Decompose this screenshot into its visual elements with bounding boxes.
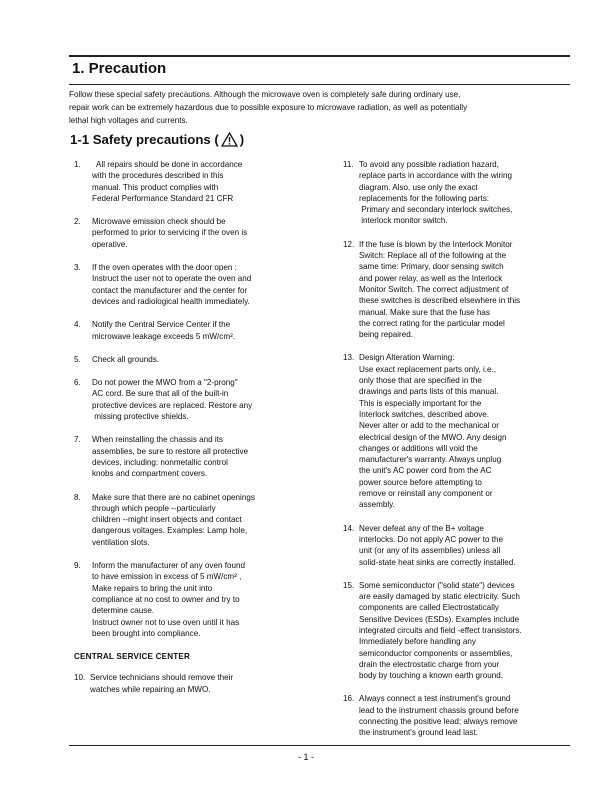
item-text (359, 693, 575, 738)
item-line: the correct rating for the particular model (359, 318, 505, 328)
item-line: compliance at no cost to owner and try to (92, 594, 240, 604)
item-line: Never alter or add to the mechanical or (359, 421, 499, 431)
item-line: Immediately before handling any (359, 637, 476, 647)
precaution-item (74, 492, 304, 548)
item-line: and power relay, as well as the Interlock (359, 273, 503, 283)
item-line: Never defeat any of the B+ voltage (359, 523, 484, 533)
right-column (343, 159, 575, 751)
item-line: Sensitive Devices (ESDs). Examples include (359, 614, 520, 624)
precaution-item (74, 672, 304, 695)
item-line: being repaired. (359, 330, 413, 340)
item-line: performed to prior to servicing if the oven is (92, 228, 248, 238)
item-line: children --might insert objects and contact (92, 515, 242, 525)
item-line: To avoid any possible radiation hazard, (359, 160, 499, 169)
item-number: 13. (343, 353, 355, 363)
item-line: Do not power the MWO from a "2-prong" (92, 378, 238, 388)
item-line: Check all grounds. (92, 354, 160, 364)
item-line: AC cord. Be sure that all of the built-in (92, 389, 229, 399)
item-number: 12. (343, 239, 355, 249)
item-line: When reinstalling the chassis and its (92, 435, 223, 445)
item-line: Make sure that there are no cabinet openings (92, 492, 255, 502)
item-line: changes or additions will void the (359, 443, 478, 453)
precaution-item (74, 159, 304, 204)
item-number: 11. (343, 160, 354, 169)
item-number: 9. (74, 561, 81, 571)
item-line: assembly. (359, 500, 395, 510)
item-number: 4. (74, 320, 81, 330)
precaution-item (74, 434, 304, 479)
precaution-item (74, 216, 304, 250)
item-line: electrical design of the MWO. Any design (359, 432, 507, 442)
item-line: If the fuse is blown by the Interlock Monitor (359, 239, 513, 249)
item-line: Primary and secondary interlock switches, (359, 205, 513, 215)
item-line: semiconductor components or assemblies, (359, 648, 513, 658)
item-text (359, 159, 575, 227)
item-text (359, 523, 575, 568)
item-line: determine cause. (92, 606, 155, 616)
item-line: components are called Electrostatically (359, 603, 499, 613)
item-line: with the procedures described in this (92, 171, 224, 181)
precaution-item (343, 159, 575, 227)
section-heading (70, 132, 244, 147)
item-line: connecting the positive lead; always remove (359, 717, 518, 727)
item-line: through which people --particularly (92, 503, 216, 513)
precaution-item (343, 239, 575, 341)
item-line: knobs and compartment covers. (92, 469, 208, 479)
item-line: Federal Performance Standard 21 CFR (92, 193, 234, 203)
bottom-rule (69, 745, 570, 746)
item-number: 15. (343, 580, 355, 590)
item-number: 14. (343, 523, 355, 533)
item-line: unit (or any of its assemblies) unless all (359, 546, 501, 556)
item-line: lead to the instrument chassis ground before (359, 705, 519, 715)
item-text (92, 560, 304, 639)
item-line: Inform the manufacturer of any oven found (92, 561, 245, 571)
precaution-item (343, 523, 575, 568)
item-line: This is especially important for the (359, 398, 482, 408)
item-line: been brought into compliance. (92, 628, 201, 638)
precaution-item (74, 560, 304, 639)
item-line: microwave leakage exceeds 5 mW/cm². (92, 331, 236, 341)
item-text (92, 319, 304, 342)
item-line: Instruct the user not to operate the oven and (92, 274, 252, 284)
item-line: All repairs should be done in accordance (92, 160, 243, 169)
item-line: same time: Primary, door sensing switch (359, 262, 504, 272)
item-line: interlock monitor switch. (359, 216, 448, 226)
section-title-suffix: ) (239, 132, 245, 147)
precaution-item (343, 352, 575, 510)
section-title-prefix: 1-1 Safety precautions ( (70, 132, 219, 147)
item-line: Microwave emission check should be (92, 217, 226, 227)
intro-paragraph (69, 88, 571, 127)
item-text (359, 239, 575, 341)
item-text (359, 352, 575, 510)
item-line: diagram. Also, use only the exact (359, 182, 478, 192)
item-line: devices, including: nonmetallic control (92, 457, 228, 467)
item-line: dangerous voltages. Examples: Lamp hole, (92, 526, 248, 536)
item-number: 16. (343, 694, 355, 704)
item-line: Switch: Replace all of the following at the (359, 251, 507, 261)
item-text (92, 159, 304, 204)
intro-line: Follow these special safety precautions. Although the microwave oven is completely safe during ordinary use, (69, 90, 461, 99)
item-line: integrated circuits and field -effect transistors. (359, 625, 522, 635)
item-line: interlocks. Do not apply AC power to the (359, 534, 503, 544)
item-line: remove or reinstall any component or (359, 489, 493, 499)
item-number: 5. (74, 354, 81, 364)
item-line: replace parts in accordance with the wiring (359, 171, 512, 181)
item-number: 6. (74, 378, 81, 388)
item-line: If the oven operates with the door open : (92, 263, 237, 273)
item-line: solid-state heat sinks are correctly installed. (359, 557, 516, 567)
item-line: Design Alteration Warning: (359, 353, 455, 363)
item-line: contact the manufacturer and the center for (92, 285, 248, 295)
page-title: 1. Precaution (72, 60, 167, 77)
item-line: to have emission in excess of 5 mW/cm² , (92, 572, 242, 582)
item-line: Service technicians should remove their (90, 673, 234, 683)
item-line: Notify the Central Service Center if the (92, 320, 231, 330)
precaution-item (74, 377, 304, 422)
item-text (92, 492, 304, 548)
item-line: Some semiconductor ("solid state") devices (359, 580, 515, 590)
item-line: manual. This product complies with (92, 182, 219, 192)
precaution-item (74, 262, 304, 307)
item-text (92, 216, 304, 250)
item-number: 1. (74, 160, 81, 169)
item-line: these switches is described elsewhere in this (359, 296, 521, 306)
item-line: Always connect a test instrument's ground (359, 694, 511, 704)
item-line: protective devices are replaced. Restore any (92, 400, 253, 410)
intro-line: lethal high voltages and currents. (69, 116, 188, 125)
item-number: 10. (74, 673, 86, 683)
precaution-item (74, 319, 304, 342)
item-text (90, 672, 304, 695)
item-text (359, 580, 575, 682)
item-text (92, 354, 304, 365)
item-line: Interlock switches, described above. (359, 409, 490, 419)
precaution-item (343, 580, 575, 682)
item-text (92, 377, 304, 422)
item-line: Use exact replacement parts only, i.e., (359, 364, 497, 374)
item-line: devices and radiological health immediately. (92, 296, 250, 306)
item-line: Make repairs to bring the unit into (92, 583, 213, 593)
item-line: body by touching a known earth ground. (359, 671, 503, 681)
precaution-item (74, 354, 304, 365)
item-number: 2. (74, 217, 81, 227)
item-text (92, 262, 304, 307)
item-number: 3. (74, 263, 81, 273)
item-line: drawings and parts lists of this manual. (359, 387, 499, 397)
item-line: are easily damaged by static electricity. Such (359, 592, 520, 602)
item-line: manufacturer's warranty. Always unplug (359, 455, 502, 465)
title-underline (69, 84, 570, 85)
item-line: operative. (92, 239, 128, 249)
top-rule (69, 55, 570, 57)
item-number: 7. (74, 435, 81, 445)
item-line: Monitor Switch. The correct adjustment of (359, 284, 509, 294)
intro-line: repair work can be extremely hazardous due to possible exposure to microwave radiation, as well as potentially (69, 103, 468, 112)
item-line: missing protective shields. (92, 412, 189, 422)
warning-triangle-icon (221, 132, 238, 147)
page-number: - 1 - (297, 752, 314, 762)
precaution-item (343, 693, 575, 738)
item-line: manual. Make sure that the fuse has (359, 307, 490, 317)
item-line: assemblies, be sure to restore all protective (92, 446, 249, 456)
item-line: power source before attempting to (359, 477, 482, 487)
item-number: 8. (74, 492, 81, 502)
item-text (92, 434, 304, 479)
item-line: watches while repairing an MWO. (90, 684, 211, 694)
item-line: the unit's AC power cord from the AC (359, 466, 492, 476)
item-line: Instruct owner not to use oven until it has (92, 617, 240, 627)
item-line: only those that are specified in the (359, 376, 482, 386)
item-line: ventilation slots. (92, 537, 150, 547)
item-line: replacements for the following parts: (359, 193, 490, 203)
central-service-center-heading: CENTRAL SERVICE CENTER (74, 652, 191, 662)
item-line: the instrument's ground lead last. (359, 728, 478, 738)
left-column (74, 159, 304, 707)
item-line: drain the electrostatic charge from your (359, 659, 500, 669)
